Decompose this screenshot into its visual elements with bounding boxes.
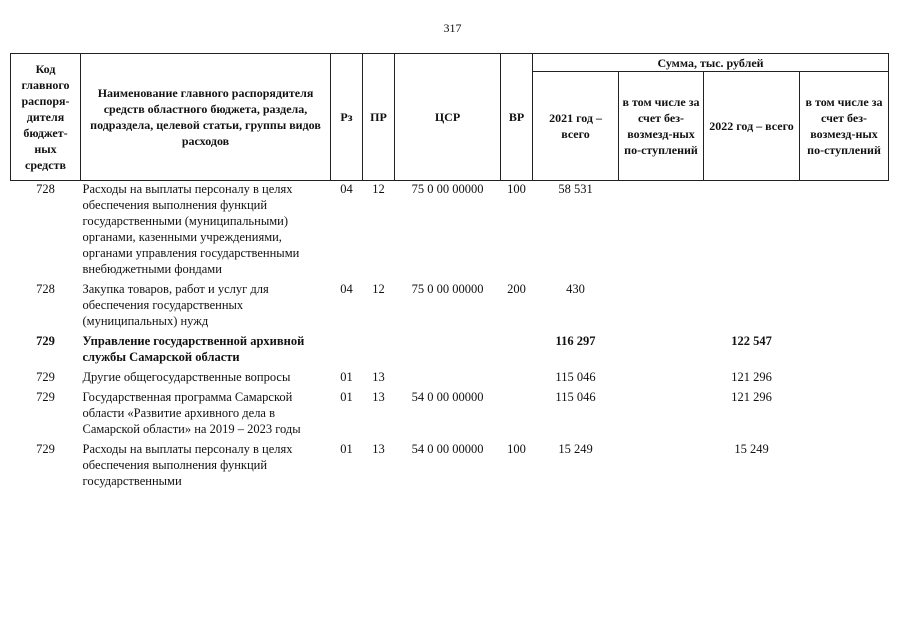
cell-2021-total: 15 249 — [558, 442, 593, 456]
cell-2021-free — [619, 437, 704, 489]
cell-code: 729 — [36, 442, 55, 456]
header-name: Наименование главного распорядителя средств областного бюджета, раздела, подраздела, целевой статьи, группы видов расходов — [81, 54, 331, 181]
cell-name: Другие общегосударственные вопросы — [82, 370, 291, 384]
header-2021-free: в том числе за счет без-возмезд-ных по-ступлений — [619, 72, 704, 181]
cell-2022-total: 121 296 — [731, 370, 772, 384]
cell-rz: 01 — [340, 370, 353, 384]
header-csr: ЦСР — [395, 54, 501, 181]
cell-2022-free — [800, 437, 889, 489]
table-row — [11, 365, 889, 385]
cell-2022-free — [800, 181, 889, 278]
cell-csr: 54 0 00 00000 — [411, 390, 484, 404]
cell-rz: 04 — [340, 182, 353, 196]
table-row — [11, 437, 889, 489]
page-number: 317 — [443, 21, 462, 35]
cell-2022-free — [800, 365, 889, 385]
budget-table — [10, 53, 889, 489]
header-2022-total: 2022 год – всего — [704, 72, 800, 181]
cell-2021-total: 58 531 — [558, 182, 593, 196]
table-row — [11, 385, 889, 437]
cell-code: 729 — [36, 390, 55, 404]
cell-2021-free — [619, 329, 704, 365]
cell-csr: 75 0 00 00000 — [411, 182, 484, 196]
header-2022-free: в том числе за счет без-возмезд-ных по-ступлений — [800, 72, 889, 181]
cell-pr: 13 — [372, 390, 385, 404]
cell-vr — [501, 329, 533, 365]
cell-pr: 13 — [372, 370, 385, 384]
cell-2021-free — [619, 365, 704, 385]
table-header — [11, 54, 889, 181]
cell-2022-free — [800, 277, 889, 329]
cell-2021-free — [619, 277, 704, 329]
cell-2022-total: 121 296 — [731, 390, 772, 404]
cell-2022-free — [800, 385, 889, 437]
cell-pr: 12 — [372, 282, 385, 296]
table-row — [11, 277, 889, 329]
cell-csr — [395, 329, 501, 365]
cell-name: Расходы на выплаты персоналу в целях обеспечения выполнения функций государственными — [82, 442, 293, 488]
header-code: Код главного распоря-дителя бюджет-ных средств — [11, 54, 81, 181]
cell-vr: 100 — [507, 182, 526, 196]
cell-2022-free — [800, 329, 889, 365]
cell-vr — [501, 385, 533, 437]
cell-2022-total — [704, 181, 800, 278]
cell-2021-free — [619, 385, 704, 437]
cell-vr: 200 — [507, 282, 526, 296]
header-2021-total: 2021 год – всего — [533, 72, 619, 181]
cell-2021-total: 115 046 — [555, 370, 596, 384]
cell-pr: 12 — [372, 182, 385, 196]
cell-name: Расходы на выплаты персоналу в целях обеспечения выполнения функций государственными (муниципальными) органами, казенными учреждениями, органами управления государственными внебюджетными фондами — [82, 182, 300, 276]
cell-code: 728 — [36, 282, 55, 296]
cell-2021-total: 430 — [566, 282, 585, 296]
cell-pr — [363, 329, 395, 365]
cell-pr: 13 — [372, 442, 385, 456]
cell-2022-total: 15 249 — [734, 442, 769, 456]
header-pr: ПР — [363, 54, 395, 181]
header-sum-group: Сумма, тыс. рублей — [533, 54, 889, 72]
cell-csr: 75 0 00 00000 — [411, 282, 484, 296]
cell-csr — [395, 365, 501, 385]
cell-2021-free — [619, 181, 704, 278]
cell-rz: 01 — [340, 442, 353, 456]
cell-name: Государственная программа Самарской области «Развитие архивного дела в Самарской области» на 2019 – 2023 годы — [82, 390, 301, 436]
cell-csr: 54 0 00 00000 — [411, 442, 484, 456]
cell-2022-total — [704, 277, 800, 329]
cell-2022-total: 122 547 — [731, 334, 772, 348]
table-row — [11, 329, 889, 365]
cell-code: 728 — [36, 182, 55, 196]
header-vr: ВР — [501, 54, 533, 181]
cell-code: 729 — [36, 370, 55, 384]
cell-rz: 01 — [340, 390, 353, 404]
cell-name: Закупка товаров, работ и услуг для обеспечения государственных (муниципальных) нужд — [82, 282, 269, 328]
cell-name: Управление государственной архивной службы Самарской области — [82, 334, 305, 364]
cell-2021-total: 115 046 — [555, 390, 596, 404]
cell-rz: 04 — [340, 282, 353, 296]
cell-code: 729 — [36, 334, 55, 348]
cell-vr: 100 — [507, 442, 526, 456]
table-row — [11, 181, 889, 278]
cell-rz — [331, 329, 363, 365]
header-rz: Рз — [331, 54, 363, 181]
cell-vr — [501, 365, 533, 385]
table-body — [11, 181, 889, 490]
cell-2021-total: 116 297 — [555, 334, 596, 348]
